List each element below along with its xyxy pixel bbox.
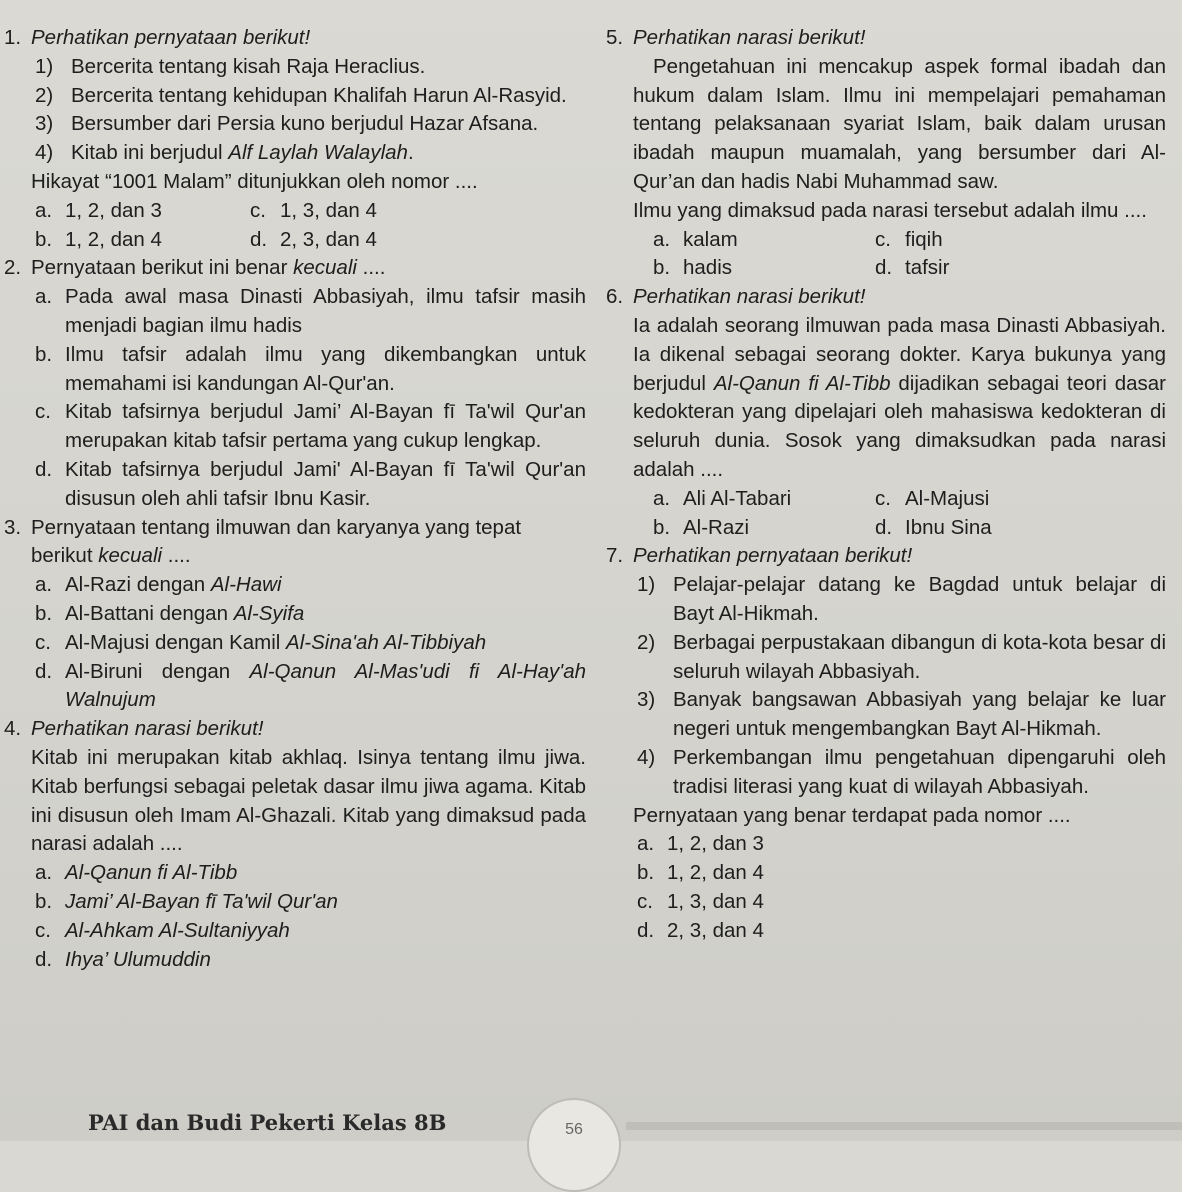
option-a[interactable]: a. Ali Al-Tabari: [653, 486, 792, 510]
question-6: [606, 283, 1166, 542]
narrative-text: Ia adalah seorang ilmuwan pada masa Dinasti Abbasiyah. Ia dikenal sebagai seorang dokter. Karya bukunya yang berjudul Al-Qanun fi Al-Tibb dijadikan sebagai teori dasar kedokteran yang dipelajari oleh mahasiswa kedokteran di seluruh dunia. Sosok yang dimaksudkan pada narasi adalah ....: [633, 313, 1166, 481]
question-stem: Perhatikan narasi berikut!: [633, 285, 866, 309]
question-stem: Pernyataan berikut ini benar kecuali ....: [31, 256, 386, 280]
option-a[interactable]: a. kalam: [653, 227, 738, 251]
question-number: 4.: [4, 717, 22, 741]
footer-rule: [626, 1122, 1182, 1130]
question-number: 3.: [4, 515, 22, 539]
question-text: Pernyataan yang benar terdapat pada nomor ....: [633, 803, 1071, 827]
narrative-text: Kitab ini merupakan kitab akhlaq. Isinya tentang ilmu jiwa. Kitab berfungsi sebagai peletak dasar ilmu jiwa agama. Kitab ini disusun oleh Imam Al-Ghazali. Kitab yang dimaksud pada narasi adalah ....: [31, 745, 586, 856]
option-c[interactable]: c. fiqih: [875, 227, 943, 251]
option-c[interactable]: c. Al-Majusi: [875, 486, 990, 510]
question-stem: Perhatikan narasi berikut!: [31, 717, 264, 741]
option-a[interactable]: a. Al-Qanun fi Al-Tibb: [35, 861, 238, 885]
statement-item: 1) Bercerita tentang kisah Raja Heraclius.: [35, 54, 426, 78]
option-c[interactable]: c. Al-Ahkam Al-Sultaniyyah: [35, 918, 290, 942]
option-a[interactable]: a. Al-Razi dengan Al-Hawi: [35, 573, 282, 597]
question-number: 5.: [606, 26, 624, 49]
question-number: 2.: [4, 256, 22, 280]
option-c[interactable]: c. Al-Majusi dengan Kamil Al-Sina'ah Al-Tibbiyah: [35, 630, 487, 654]
option-a[interactable]: a. Pada awal masa Dinasti Abbasiyah, ilmu tafsir masih menjadi bagian ilmu hadis: [35, 285, 586, 337]
statement-item: 4) Perkembangan ilmu pengetahuan dipengaruhi oleh tradisi literasi yang kuat di wilayah Abbasiyah.: [637, 745, 1166, 798]
page-number-badge: 56: [527, 1098, 621, 1192]
narrative-text: Pengetahuan ini mencakup aspek formal ibadah dan hukum dalam Islam. Ilmu ini mempelajari pemahaman tentang pelaksanaan syariat Islam, baik dalam urusan ibadah maupun muamalah, yang bersumber dari Al-Qur’an dan hadis Nabi Muhammad saw.: [633, 54, 1166, 193]
option-c[interactable]: c. 1, 3, dan 4: [250, 198, 377, 222]
statement-item: 3) Bersumber dari Persia kuno berjudul Hazar Afsana.: [35, 112, 539, 136]
question-4: [4, 715, 586, 974]
statement-item: 2) Bercerita tentang kehidupan Khalifah Harun Al-Rasyid.: [35, 83, 567, 107]
option-b[interactable]: b. Ilmu tafsir adalah ilmu yang dikembangkan untuk memahami isi kandungan Al-Qur'an.: [35, 342, 586, 395]
options-list: [31, 571, 586, 715]
option-d[interactable]: d. 2, 3, dan 4: [250, 227, 377, 251]
option-c[interactable]: c. 1, 3, dan 4: [637, 889, 764, 913]
question-number: 6.: [606, 285, 624, 309]
option-d[interactable]: d. tafsir: [875, 256, 950, 280]
options-list: [31, 283, 586, 513]
option-b[interactable]: b. 1, 2, dan 4: [35, 227, 162, 251]
question-3: [4, 514, 586, 716]
option-d[interactable]: d. Al-Biruni dengan Al-Qanun Al-Mas'udi fi Al-Hay'ah Walnujum: [35, 659, 587, 712]
option-b[interactable]: b. Al-Razi: [653, 515, 750, 539]
options-list: [31, 859, 586, 974]
question-stem: Pernyataan tentang ilmuwan dan karyanya yang tepat berikut kecuali ....: [31, 515, 522, 568]
question-text: Ilmu yang dimaksud pada narasi tersebut adalah ilmu ....: [633, 198, 1147, 222]
options-grid: [633, 485, 1166, 543]
options-grid: [633, 226, 1166, 284]
question-1: [4, 24, 586, 254]
option-b[interactable]: b. Jami’ Al-Bayan fī Ta'wil Qur'an: [35, 889, 338, 913]
footer-title: PAI dan Budi Pekerti Kelas 8B: [88, 1110, 447, 1135]
question-text: Hikayat “1001 Malam” ditunjukkan oleh nomor ....: [31, 169, 478, 193]
question-7: [606, 542, 1166, 945]
statement-item: 4) Kitab ini berjudul Alf Laylah Walaylah.: [35, 141, 414, 165]
option-b[interactable]: b. Al-Battani dengan Al-Syifa: [35, 601, 305, 625]
option-c[interactable]: c. Kitab tafsirnya berjudul Jami’ Al-Bayan fī Ta'wil Qur'an merupakan kitab tafsir pertama yang cukup lengkap.: [35, 400, 586, 453]
question-2: [4, 254, 586, 513]
statement-item: 2) Berbagai perpustakaan dibangun di kota-kota besar di seluruh wilayah Abbasiyah.: [637, 630, 1166, 683]
options-list: [633, 830, 1166, 945]
question-stem: Perhatikan pernyataan berikut!: [31, 26, 311, 49]
question-number: 1.: [4, 26, 22, 49]
statement-item: 1) Pelajar-pelajar datang ke Bagdad untuk belajar di Bayt Al-Hikmah.: [637, 573, 1166, 625]
statement-item: 3) Banyak bangsawan Abbasiyah yang belajar ke luar negeri untuk mengembangkan Bayt Al-Hikmah.: [637, 688, 1166, 741]
option-d[interactable]: d. Kitab tafsirnya berjudul Jami' Al-Bayan fī Ta'wil Qur'an disusun oleh ahli tafsir Ibnu Kasir.: [35, 457, 586, 510]
option-d[interactable]: d. Ibnu Sina: [875, 515, 992, 539]
option-d[interactable]: d. 2, 3, dan 4: [637, 918, 764, 942]
left-column: [4, 24, 586, 974]
question-5: [606, 24, 1166, 283]
question-stem: Perhatikan pernyataan berikut!: [633, 544, 913, 568]
right-column: [606, 24, 1166, 946]
option-a[interactable]: a. 1, 2, dan 3: [35, 198, 162, 222]
option-b[interactable]: b. 1, 2, dan 4: [637, 861, 764, 885]
options-grid: [31, 197, 586, 255]
option-b[interactable]: b. hadis: [653, 256, 733, 280]
option-d[interactable]: d. Ihya’ Ulumuddin: [35, 947, 211, 971]
question-stem: Perhatikan narasi berikut!: [633, 26, 866, 49]
question-number: 7.: [606, 544, 624, 568]
option-a[interactable]: a. 1, 2, dan 3: [637, 832, 764, 856]
